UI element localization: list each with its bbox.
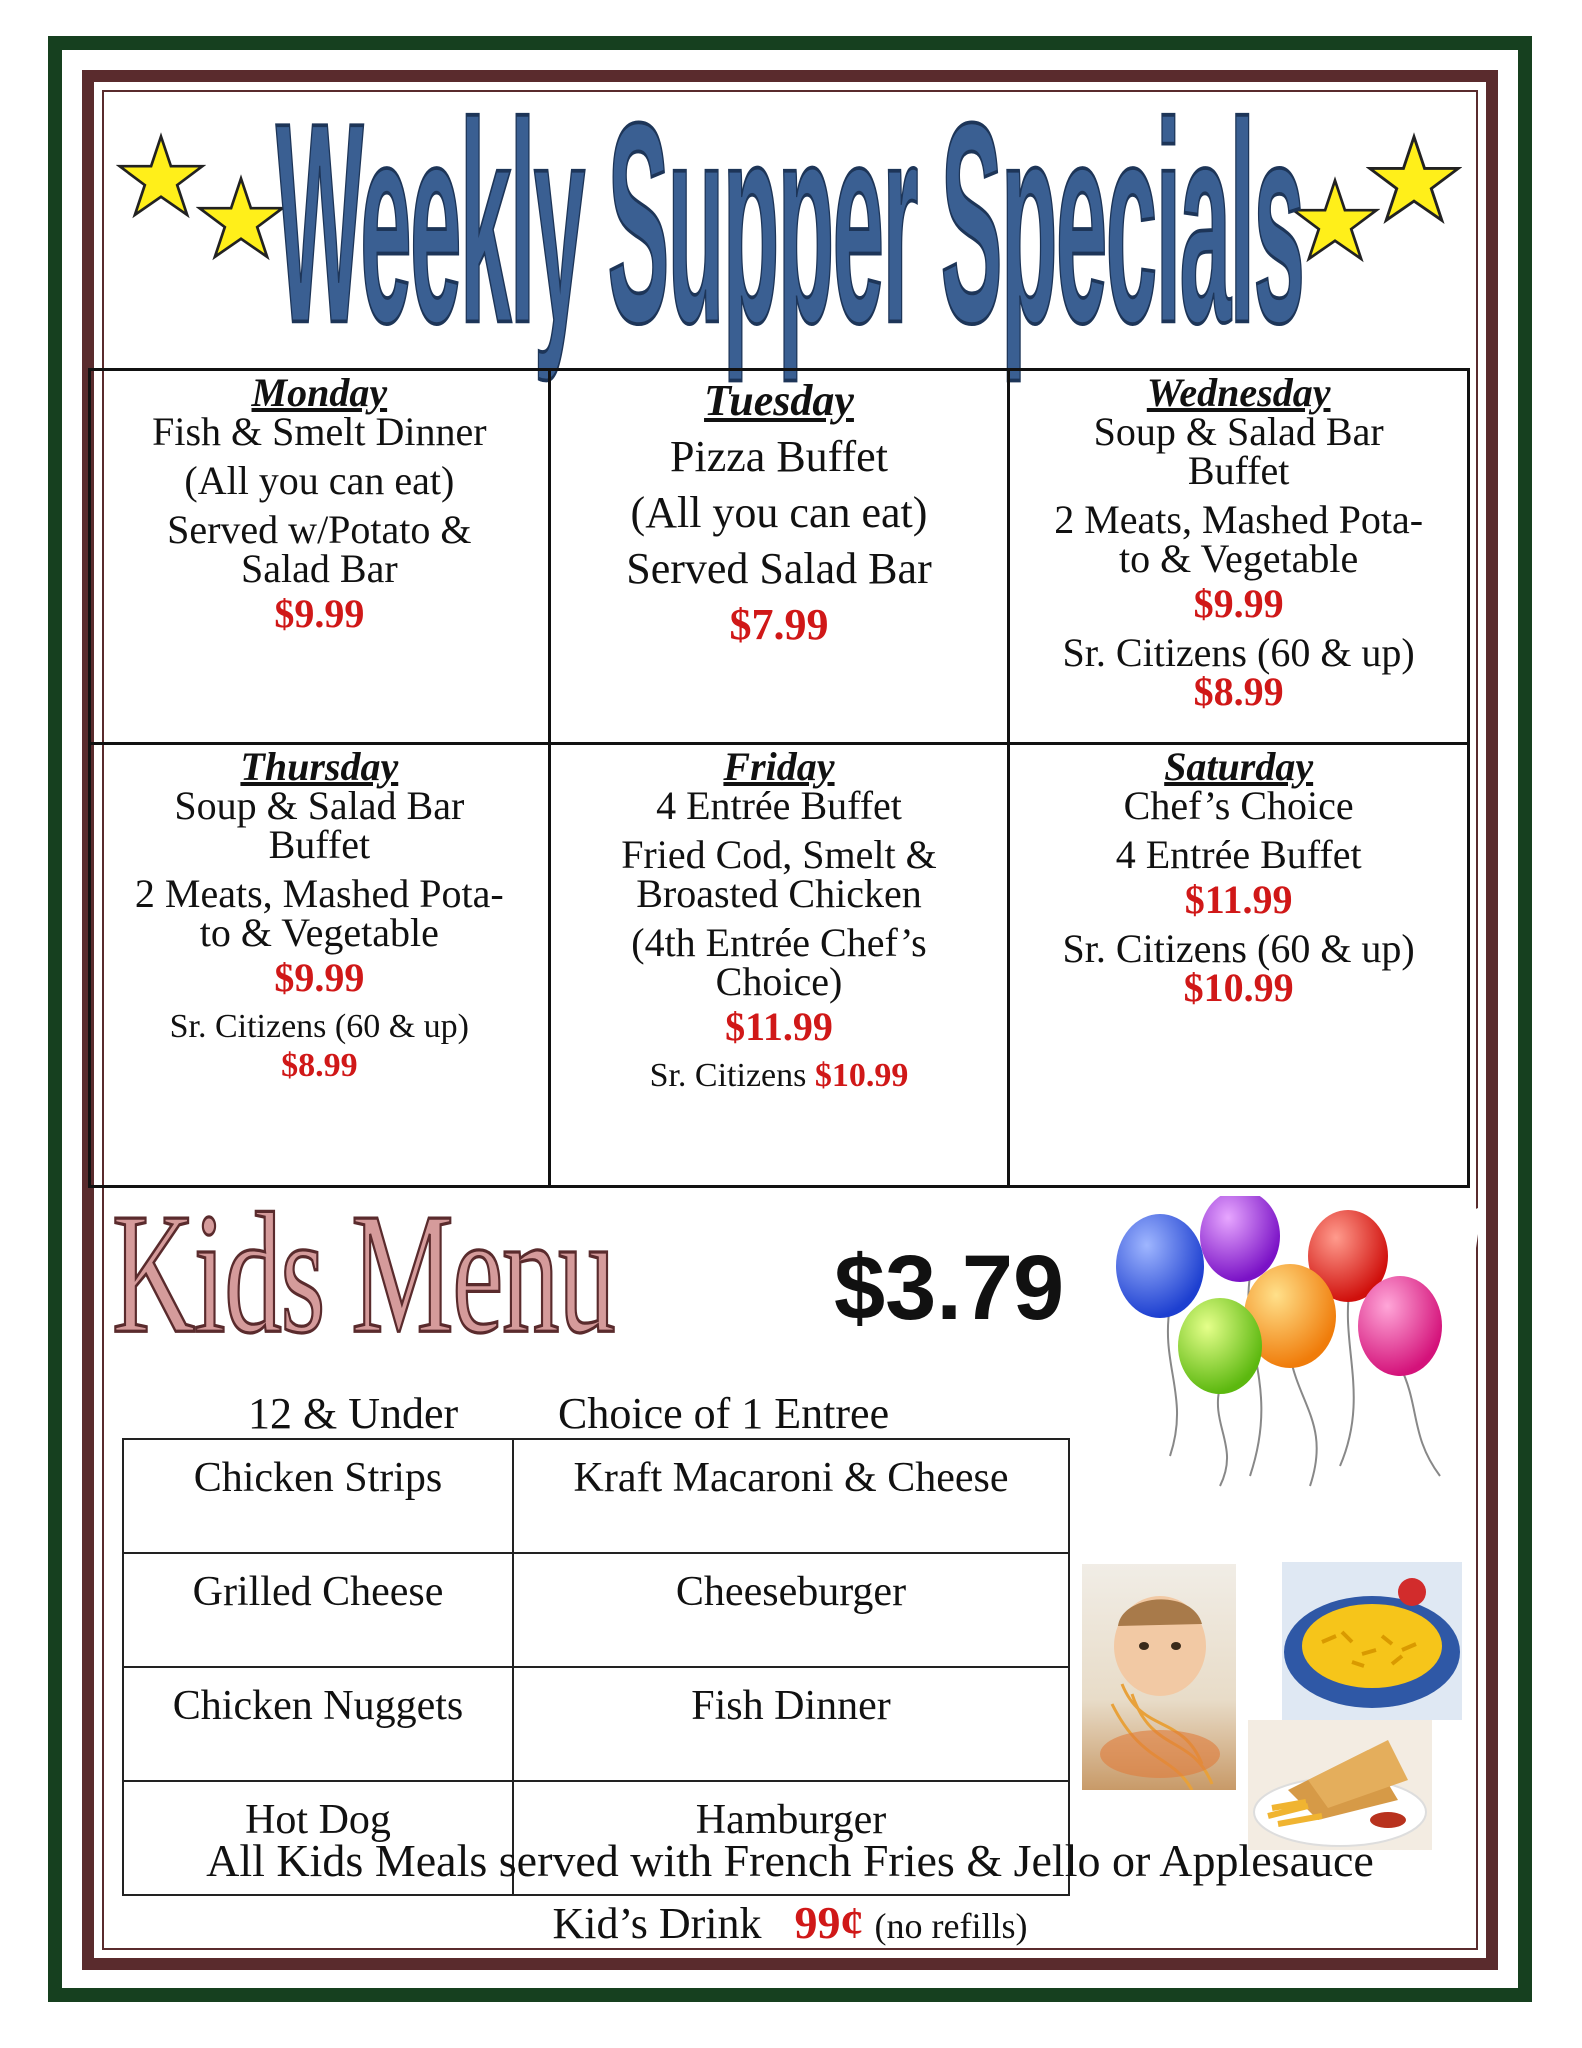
balloons-icon [1100, 1196, 1480, 1496]
menu-line: to & Vegetable [1119, 536, 1359, 581]
monday-cell [90, 370, 550, 744]
menu-line: 2 Meats, Mashed Pota- [1054, 497, 1424, 542]
table-row [123, 1439, 1069, 1553]
senior-label: Sr. Citizens [649, 1057, 807, 1095]
saturday-cell [1009, 744, 1469, 1187]
macaroni-photo [1282, 1562, 1462, 1720]
menu-line: Buffet [268, 822, 371, 868]
senior-label: Sr. Citizens (60 & up) [1062, 926, 1415, 972]
page-title [276, 62, 1304, 382]
kids-item: Hamburger [513, 1781, 1069, 1895]
price: $11.99 [1184, 877, 1293, 923]
menu-line: Buffet [1187, 448, 1290, 493]
baby-spaghetti-photo [1082, 1564, 1236, 1790]
price: $9.99 [274, 955, 365, 1001]
weekly-specials-table [88, 368, 1470, 1188]
menu-line: 4 Entrée Buffet [1115, 832, 1362, 878]
day-name: Wednesday [1146, 370, 1331, 415]
star-icon [116, 132, 206, 222]
kids-item: Chicken Nuggets [123, 1667, 513, 1781]
kids-menu-price: $3.79 [834, 1237, 1065, 1339]
price: $9.99 [1193, 581, 1284, 626]
kids-item: Cheeseburger [513, 1553, 1069, 1667]
table-row [123, 1667, 1069, 1781]
day-name: Tuesday [704, 376, 854, 425]
menu-line: Soup & Salad Bar [1093, 409, 1384, 454]
table-row [123, 1553, 1069, 1667]
menu-line: Choice) [715, 959, 843, 1005]
star-icon [196, 174, 286, 264]
kids-drink-line [100, 1896, 1480, 1949]
senior-line [559, 1056, 1000, 1095]
menu-line: Pizza Buffet [670, 432, 888, 481]
kids-age-label: 12 & Under [248, 1389, 459, 1438]
day-name: Saturday [1164, 744, 1314, 790]
drink-label: Kid’s Drink [552, 1899, 762, 1948]
kids-choice-label: Choice of 1 Entree [558, 1389, 890, 1438]
kids-menu-title [112, 1176, 832, 1369]
senior-price: $8.99 [281, 1047, 358, 1085]
senior-label: Sr. Citizens (60 & up) [1062, 630, 1415, 675]
menu-line: Fried Cod, Smelt & [621, 832, 937, 878]
menu-line: (4th Entrée Chef’s [631, 920, 927, 966]
star-icon [1366, 132, 1462, 228]
kids-item: Fish Dinner [513, 1667, 1069, 1781]
menu-line: Fish & Smelt Dinner [152, 409, 487, 454]
kids-item: Chicken Strips [123, 1439, 513, 1553]
wednesday-cell [1009, 370, 1469, 744]
day-name: Thursday [240, 744, 399, 790]
kids-item: Hot Dog [123, 1781, 513, 1895]
senior-label: Sr. Citizens (60 & up) [169, 1008, 470, 1046]
price: $11.99 [725, 1004, 833, 1050]
menu-line: Broasted Chicken [636, 871, 922, 917]
menu-line: Chef’s Choice [1123, 783, 1354, 829]
drink-note: (no refills) [874, 1906, 1028, 1946]
day-name: Monday [251, 370, 388, 415]
menu-line: (All you can eat) [184, 458, 455, 503]
kids-footer-note: All Kids Meals served with French Fries & Jello or Applesauce [206, 1835, 1374, 1886]
grilled-cheese-photo [1248, 1720, 1432, 1850]
senior-price: $8.99 [1193, 669, 1284, 714]
menu-line: 2 Meats, Mashed Pota- [134, 871, 504, 917]
senior-price: $10.99 [1183, 965, 1294, 1011]
kids-menu-title-text: Kids Menu [112, 1176, 615, 1369]
menu-line: Salad Bar [241, 546, 398, 591]
friday-cell [549, 744, 1009, 1187]
thursday-cell [90, 744, 550, 1187]
menu-line: Served w/Potato & [167, 507, 472, 552]
price: $7.99 [729, 600, 829, 649]
menu-line: to & Vegetable [199, 910, 439, 956]
menu-line: Served Salad Bar [626, 544, 932, 593]
kids-menu-table [122, 1438, 1070, 1896]
senior-price: $10.99 [814, 1057, 909, 1095]
menu-line: (All you can eat) [630, 488, 928, 537]
page-title-text: Weekly Supper Specials [276, 62, 1304, 382]
kids-item: Grilled Cheese [123, 1553, 513, 1667]
menu-line: 4 Entrée Buffet [656, 783, 902, 829]
kids-item: Kraft Macaroni & Cheese [513, 1439, 1069, 1553]
tuesday-cell [549, 370, 1009, 744]
menu-line: Soup & Salad Bar [174, 783, 465, 829]
day-name: Friday [723, 744, 835, 790]
price: $9.99 [274, 591, 365, 636]
drink-price: 99¢ [794, 1897, 864, 1948]
